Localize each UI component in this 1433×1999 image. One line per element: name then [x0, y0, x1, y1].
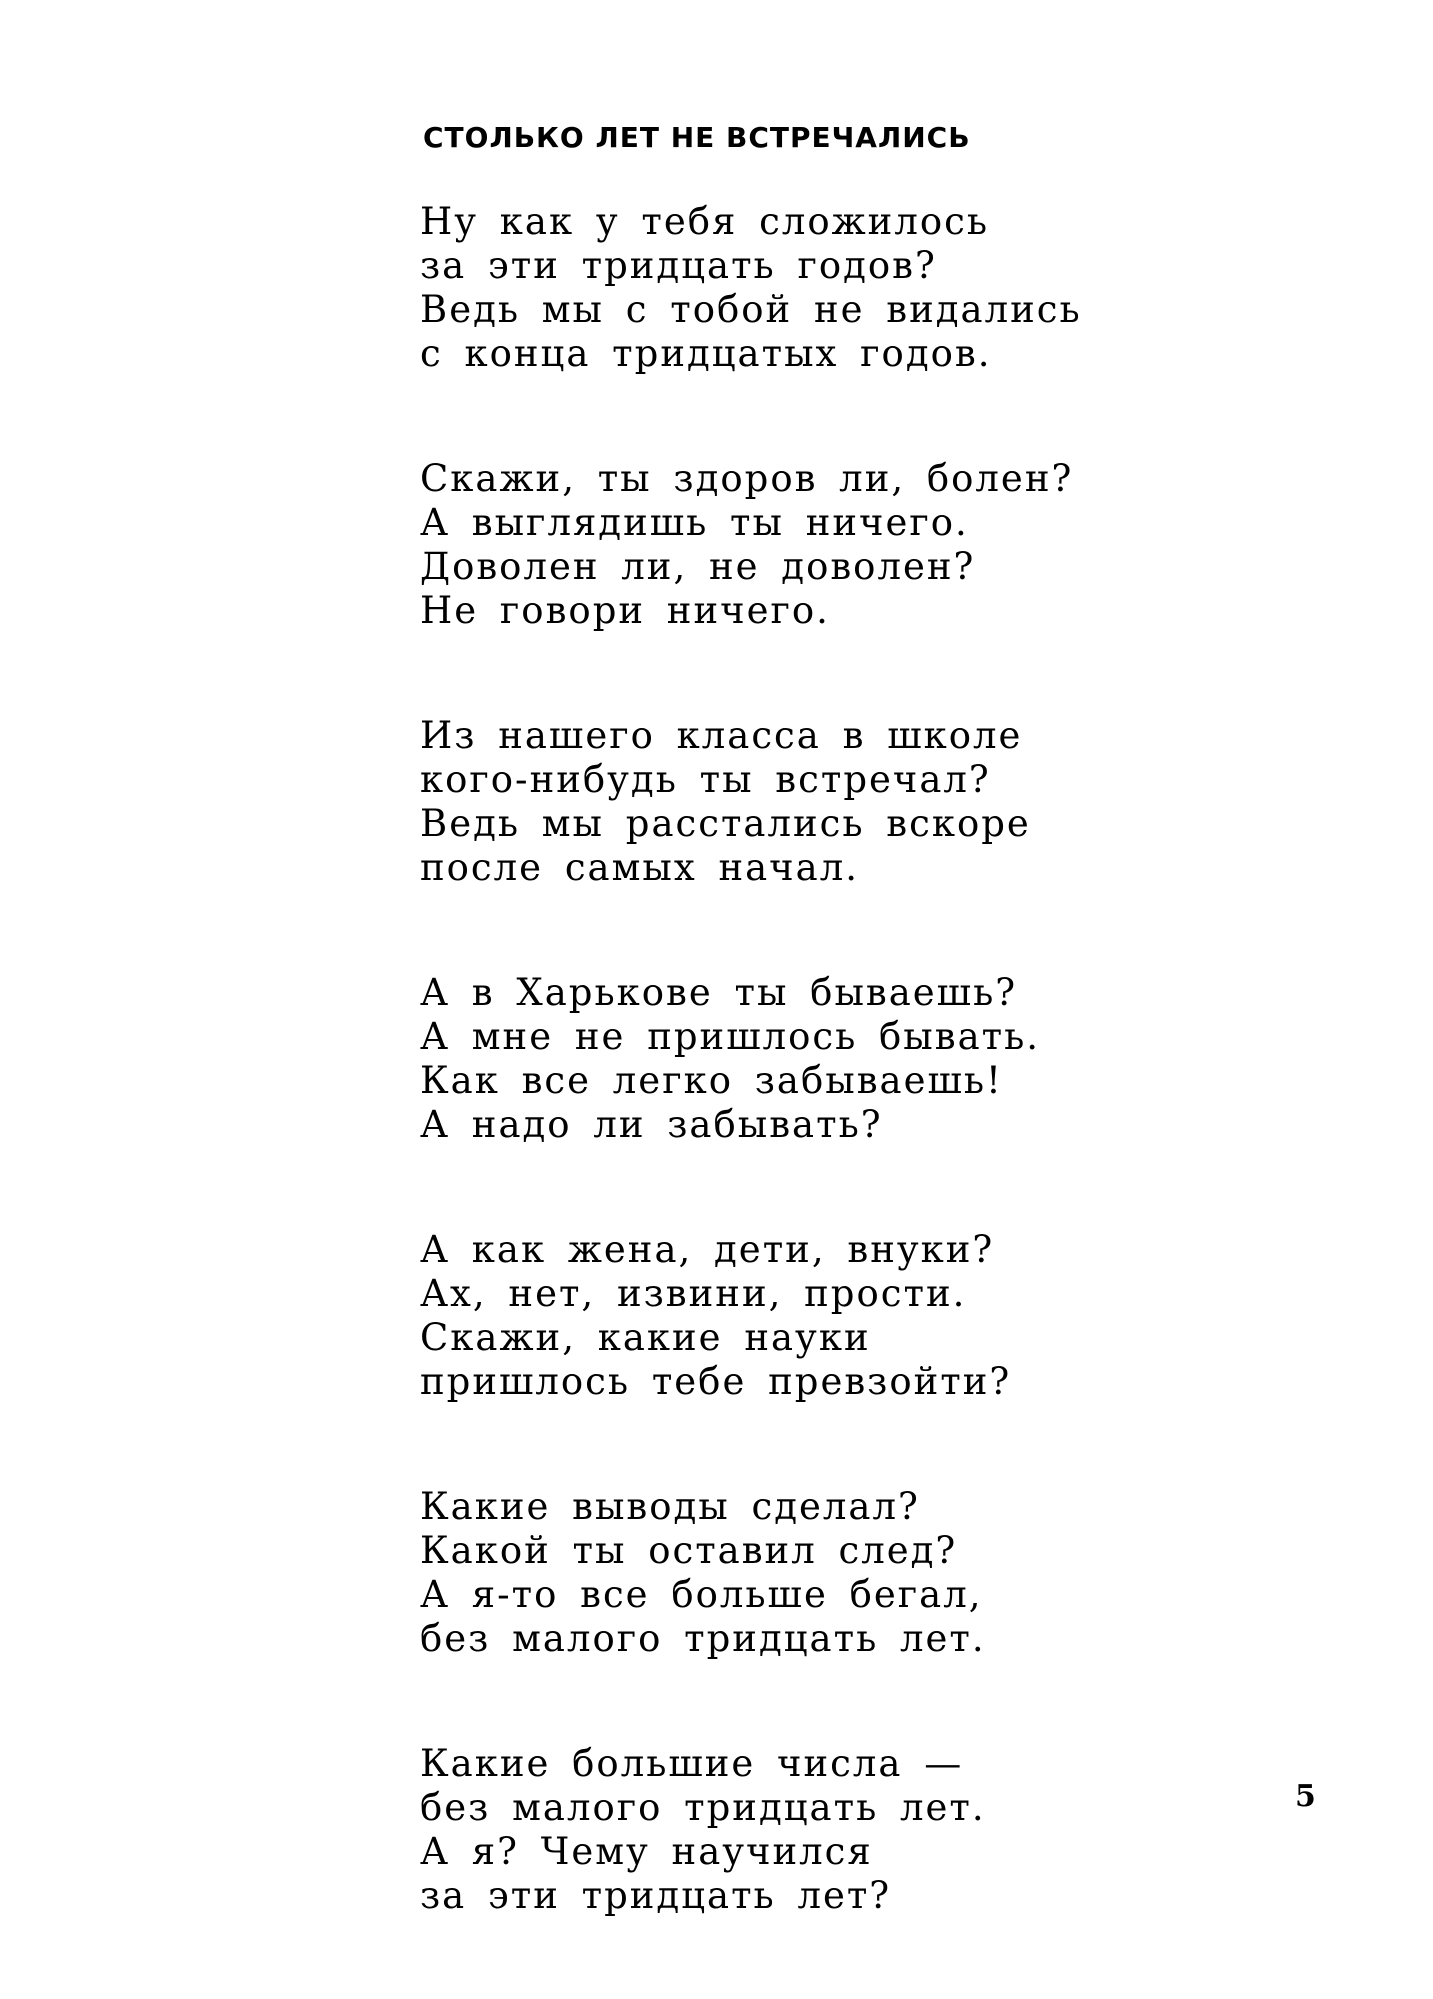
poem-line: Доволен ли, не доволен? [420, 545, 976, 588]
poem-line: Скажи, какие науки [420, 1316, 871, 1359]
page-number: 5 [1295, 1779, 1316, 1814]
poem-line: за эти тридцать лет? [420, 1874, 892, 1917]
poem-line: А я? Чему научился [420, 1830, 873, 1873]
stanza [420, 714, 1320, 890]
poem-line: Из нашего класса в школе [420, 714, 1023, 757]
poem-line: Скажи, ты здоров ли, болен? [420, 457, 1074, 500]
poem-line: за эти тридцать годов? [420, 244, 937, 287]
stanza [420, 1742, 1320, 1918]
stanza [420, 971, 1320, 1147]
stanza [420, 1228, 1320, 1404]
poem-line: Ведь мы с тобой не видались [420, 288, 1082, 331]
stanza [420, 200, 1320, 376]
poem-line: Не говори ничего. [420, 589, 830, 632]
poem-line: Ну как у тебя сложилось [420, 200, 989, 243]
stanza [420, 457, 1320, 633]
poem-line: Какие выводы сделал? [420, 1485, 920, 1528]
poem-title: СТОЛЬКО ЛЕТ НЕ ВСТРЕЧАЛИСЬ [423, 121, 971, 154]
poem-line: с конца тридцатых годов. [420, 332, 992, 375]
poem-line: Какие большие числа — [420, 1742, 964, 1785]
stanza [420, 1485, 1320, 1661]
poem-line: А мне не пришлось бывать. [420, 1015, 1040, 1058]
poem-line: без малого тридцать лет. [420, 1786, 986, 1829]
poem-line: после самых начал. [420, 846, 859, 889]
poem-line: А я-то все больше бегал, [420, 1573, 983, 1616]
poem-line: Как все легко забываешь! [420, 1059, 1003, 1102]
poem-line: Ведь мы расстались вскоре [420, 802, 1031, 845]
poem-line: без малого тридцать лет. [420, 1617, 986, 1660]
poem-line: пришлось тебе превзойти? [420, 1360, 1012, 1403]
poem-line: А в Харькове ты бываешь? [420, 971, 1018, 1014]
poem-line: А выглядишь ты ничего. [420, 501, 969, 544]
poem-line: кого-нибудь ты встречал? [420, 758, 991, 801]
poem-body [420, 200, 1320, 1999]
poem-line: А как жена, дети, внуки? [420, 1228, 995, 1271]
poem-line: Какой ты оставил след? [420, 1529, 958, 1572]
poem-line: Ах, нет, извини, прости. [420, 1272, 967, 1315]
poem-line: А надо ли забывать? [420, 1103, 883, 1146]
